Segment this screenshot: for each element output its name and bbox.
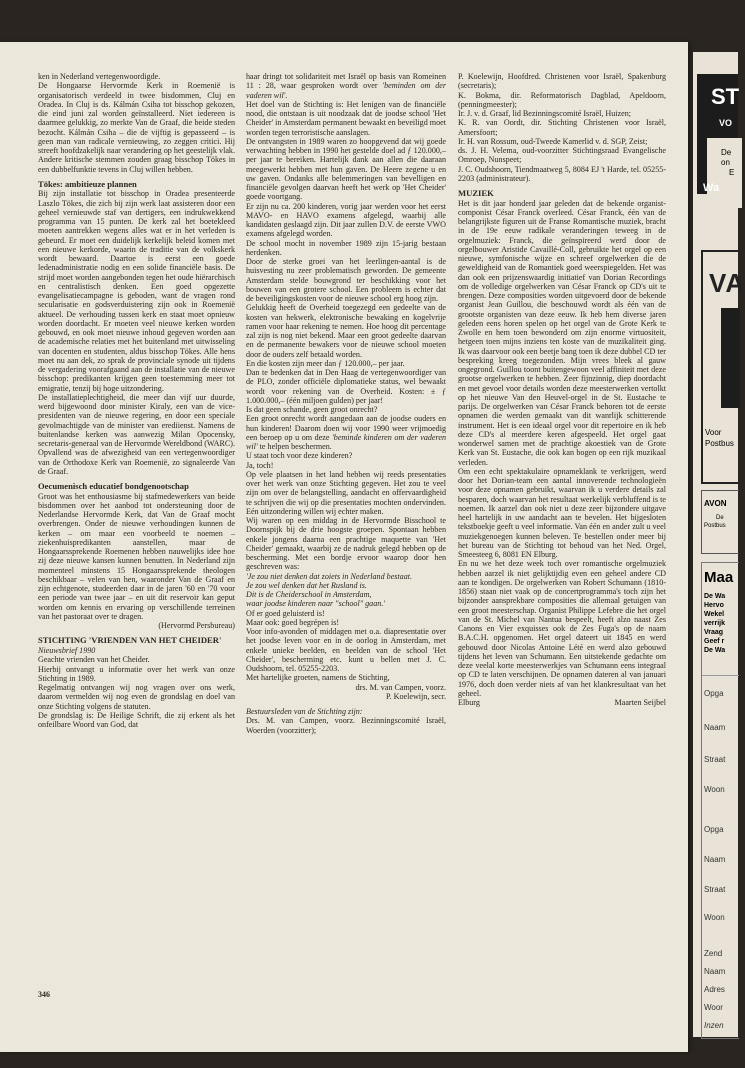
ad-text: Postbus: [704, 523, 726, 529]
column-1: [38, 72, 235, 1042]
text-run: te helpen beschermen.: [257, 442, 332, 451]
column-2: [246, 72, 446, 1042]
paragraph: [246, 72, 446, 100]
article-title-stichting: STICHTING 'VRIENDEN VAN HET CHEIDER': [38, 635, 222, 646]
paragraph: Of er goed geluisterd is!: [246, 608, 325, 618]
sign-quote: [246, 572, 446, 609]
paragraph: Door de sterke groei van het leerlingen-aantal is de huisvesting nu zeer problematisch geworden. De gemeente Amsterdam stelde bouwgrond ter beschikking voor het bouwen van een grotere school. Een probleem is echter dat de beveiligingskosten voor de nieuwe school erg hoog zijn.: [246, 257, 446, 303]
ad-inset: [707, 138, 742, 208]
form-field-label: Straat: [704, 755, 726, 764]
paragraph: Om een echt spektakulaire opnameklank te verkrijgen, werd door het Dorian-team een aantal innoverende technologieën voor deze opnamen gebruikt, waarvan ik u verdere details zal besparen, doch waarvan het resultaat werkelijk verbluffend is te noemen. Ik aarzel dan ook niet u deze zeer bijzondere uitgave heel hartelijk in uw aandacht aan te bevelen. Het bijgesloten tekstboekje geeft u veel informatie. Van één en ander zult u veel muziekgenoegen kunnen beleven. Te bestellen onder meer bij het bureau van de Stichting tot behoud van het Ned. Orgel, Smeesteeg 6, 8081 EN Elburg.: [458, 466, 666, 560]
ad-order-form: [701, 562, 739, 1039]
paragraph: De ontvangsten in 1989 waren zo hoopgevend dat wij goede verwachting hebben in 1990 het gestelde doel ad ƒ 120.000,– per jaar te bereiken. Hartelijk dank aan allen die daaraan meegewerkt hebben met hun gaven. De Heere zegene u en uw gaven. Ondanks alle belemmeringen van bevelligen en financiële gevolgen daarvan heeft het werk op 'Het Cheider' goede voortgang.: [246, 136, 446, 202]
board-member: P. Koelewijn, Hoofdred. Christenen voor Israël, Spakenburg (secretaris);: [458, 72, 666, 91]
paragraph: Het is dit jaar honderd jaar geleden dat de bekende organist-componist César Franck overleed. César Franck, één van de belangrijkste figuren uit de Franse Romantische muziek, bracht in de 19e eeuw radikale veranderingen teweeg in de orgelmuziek: Franck, die geïnspireerd werd door de orgelbouwer Aristide Cavaillé-Coll, gebruikte het orgel op een nieuwe, symfonische wijze en schreef orgelwerken die de geweldigheid van de Romantiek goed weerspiegelden. Het was dan ook een prijzenswaardig initiatief van Dorian Recordings om de volledige orgelwerken van César Franck op CD's uit te brengen. Deze composities worden uitgevoerd door de bekende organist Jean Guillou, die beschouwd wordt als één van de grootste organisten van deze eeuw. Ik heb hem diverse jaren geleden eens horen spelen op het orgel van de Grote Kerk te Zwolle en hem toen bewonderd om zijn enorme virtuositeit, hetgeen toen mijns inziens ten koste van de muzikaliteit ging. Ik was daarvoor ook een beetje bang toen ik deze dubbel CD ter bespreking kreeg toegezonden. Mijn vrees bleek al gauw ongegrond. Guillou toont buitengewoon veel affiniteit met deze grootse orgelwerken te hebben. Zeer fijnzinnig, diep doordacht en met gevoel voor details worden deze meesterwerken vertolkt op het nieuwe Van den Heuvel-orgel in de St. Eustache te parijs. De orgelwerken van César Franck behoren tot de eerste opnamen die werden gemaakt van dit wanrlijk schitterende instrument. Het is een ideaal orgel voor dit repertoire en ik heb deze CD's al meerdere keren afgespeeld. Het orgel gaat wonderwel samen met de prachtige akoestiek van de Grote Kerk van St. Eustache, die ook kan bogen op een rijk muzikaal verleden.: [458, 198, 666, 467]
form-field-label: Opga: [704, 689, 724, 698]
ad-box-va: [701, 250, 745, 484]
text-run: haar dringt tot solidariteit met Israël op basis van Romeinen 11 : 28, waar gesproken wordt over: [246, 72, 446, 91]
paragraph: Groot was het enthousiasme bij stafmedewerkers van beide bisdommen over het aanbod tot ondersteuning door de Nederlandse Hervormde Kerk, dat Van de Graaf mocht overbrengen. Onder de nieuwe verhoudingen kunnen de kerken – om maar een voorbeeld te noemen – ziekenhuispredikanten aanstellen, maar de Hongaarssprekende Roemenen hebben nauwelijks idee hoe zij deze nieuwe kansen kunnen benutten. In Nederland zijn momenteel minstens 15 Hongaarssprekende theologen beschikbaar – velen van hen, waaronder Van de Graaf en zijn echtgenote, studeerden daar in de jaren '60 en '70 voor een periode van twee jaar – en uit dit reservoir kan geput worden om kennis en ervaring op verschillende terreinen van het pastoraat over te dragen.: [38, 491, 235, 621]
quote-line: waar joodse kinderen naar "school" gaan.': [246, 599, 386, 609]
paragraph: De Hongaarse Hervormde Kerk in Roemenië is organisatorisch verdeeld in twee bisdommen, Cluj en Oradea. In Cluj is ds. Kálmán Csiha tot bisschop gekozen, die eind juni zal worden geïnstalleerd. Niet iedereen is daarmee gelukkig, zo merkte Van de Graaf, die beide steden bezocht. Kálmán Csiha – die de vijftig is gepasseerd – is geen man van radicale vernieuwing, zo zeggen critici. Hij streeft hoofdzakelijk naar verandering op het geestelijk vlak. Andere kritische stemmen zouden graag bisschop Tökes in een dubbelfunktie tevens in Cluj willen hebben.: [38, 81, 235, 174]
quote-italic: 'beminde kinderen om der vaderen wil': [246, 432, 447, 451]
ad-text: Geef r: [704, 638, 725, 645]
board-member: Ir. H. van Rossum, oud-Tweede Kamerlid v. d. SGP, Zeist;: [458, 136, 648, 146]
paragraph: Ja, toch!: [246, 460, 274, 470]
form-field-label: Naam: [704, 855, 726, 864]
form-field-label: Woon: [704, 913, 725, 922]
author-signature: [458, 698, 666, 707]
signature-place: Elburg: [458, 698, 480, 708]
section-heading-muziek: MUZIEK: [458, 188, 494, 198]
ad-text: Wekel: [704, 611, 725, 618]
ad-text: on: [721, 158, 730, 167]
quote-line: Je zou wel denken dat het Rusland is.: [246, 580, 367, 590]
paragraph: Bij zijn installatie tot bisschop in Oradea presenteerde Laszlo Tökes, die zich bij zijn werk laat assisteren door een geheel vernieuwde staf van dertigers, een indrukwekkend programma van 15 punten. De kerk zal het boetekleed moeten aantrekken wegens alles wat er in het verleden is gebeurd. Er moet een duidelijk kerkelijk beleid komen met een nieuwe kerkorde, waarin de traditie van de volkskerk wordt bewaard. Daartoe is eerst een goede ledenadministratie nodig en een solide financiële basis. De strijd moet worden aangebonden tegen het oude hiërarchisch en centralistisch denken. Een goed opgezette evangelisatiecampagne is geboden, want de vragen rond secularisatie en godsverduistering zijn ook in Roemenië aktueel. De verhouding tussen kerk en staat moet opnieuw worden doordacht. Er moeten veel nieuwe kerken worden gebouwd, en ook moet nieuwe inhoud gegeven worden aan de academische relaties met het buitenland met uitwisseling van docenten en studenten, aldus bisschop Tökes. Alle hens moet nu aan dek, zo sprak de provinciale synode uit tijdens de vergadering voorafgaand aan de installatie van de nieuwe bisschop: predikanten krijgen geen toestemming meer tot emigratie, tenzij bij hoge uitzondering.: [38, 189, 235, 393]
board-member: Ir. J. v. d. Graaf, lid Bezinningscomité Israël, Huizen;: [458, 109, 631, 118]
paragraph: En die kosten zijn meer dan ƒ 120.000,– per jaar.: [246, 358, 405, 368]
press-credit: (Hervormd Persbureau): [158, 621, 235, 631]
paragraph: Wij waren op een middag in de Hervormde Bisschool te Doornspijk bij de drie hoogste groepen. Spontaan hebben enkele jongens daarna een prachtige maquette van 'Het Cheider' gemaakt, waarbij ze de nadruk gelegd hebben op de bescherming. Met een bordje ervoor waarop door hen geschreven was:: [246, 516, 446, 572]
ad-text: Postbus: [705, 439, 734, 448]
paragraph: De grondslag is: De Heilige Schrift, die zij erkent als het onfeilbare Woord van God, dat: [38, 710, 235, 730]
paragraph: Voor info-avonden of middagen met o.a. diapresentatie over het joodse leven voor en in de oorlog in Amsterdam, met enkele unieke beelden, en beelden van de school 'Het Cheider', bescherming etc. kunt u bellen met J. C. Oudshoorn, tel. 05255-2203.: [246, 627, 446, 673]
board-heading: Bestuursleden van de Stichting zijn:: [246, 707, 363, 716]
ad-headline: AVON: [704, 499, 727, 508]
ad-text: E: [729, 168, 735, 177]
ad-headline: Maa: [704, 569, 734, 586]
form-field-label: Opga: [704, 825, 724, 834]
ad-text: De Wa: [704, 593, 726, 600]
board-member: K. Bokma, dir. Reformatorisch Dagblad, Apeldoorn, (penningmeester);: [458, 90, 666, 109]
board-member: ds. J. H. Velema, oud-voorzitter Stichtingsraad Evangelische Omroep, Nunspeet;: [458, 146, 666, 165]
paragraph: Regelmatig ontvangen wij nog vragen over ons werk, daarom vermelden wij nog even de grondslag en doel van onze Stichting volgens de statuten.: [38, 683, 235, 711]
paragraph: Geachte vrienden van het Cheider.: [38, 655, 150, 665]
form-field-label: Woon: [704, 785, 725, 794]
board-member: Drs. M. van Campen, voorz. Bezinningscomité Israël, Woerden (voorzitter);: [246, 716, 446, 735]
signature-chair: drs. M. van Campen, voorz.: [355, 682, 446, 692]
ad-text: De Wa: [704, 647, 726, 654]
ad-headline: VA: [709, 268, 745, 298]
quote-line: Dit is de Cheiderschool in Amsterdam,: [246, 590, 372, 599]
paragraph: U staat toch voor deze kinderen?: [246, 451, 353, 461]
paragraph: De installatieplechtigheid, die meer dan vijf uur duurde, werd bijgewoond door minister Kiraly, een van de vice-presidenten van de nieuwe regering, en door een speciale gevolmachtigde van de minister van erediienst. Namens de buitenlandse kerken was aanwezig Milan Opocensky, secretaris-generaal van de Hervormde Wereldbond (WARC). Opvallend was de afwezigheid van een vertegenwoordiger van de Orthodoxe Kerk van Roemenië, zo signaleerde Van de Graaf.: [38, 392, 235, 476]
section-heading-tokes: Tökes: ambitieuze plannen: [38, 178, 137, 189]
ad-photo: [721, 308, 740, 408]
page-number: 346: [38, 990, 50, 999]
divider: [702, 675, 739, 676]
paragraph: [246, 414, 446, 451]
ad-text: Vraag: [704, 629, 724, 636]
ad-text: Wa: [703, 182, 720, 194]
adjacent-page-ads: [693, 52, 745, 1037]
signature-author: Maarten Seijbel: [614, 698, 666, 708]
board-member: K. R. van Oordt, dir. Stichting Christenen voor Israël, Amersfoort;: [458, 118, 666, 137]
paragraph: Er zijn nu ca. 200 kinderen, vorig jaar werden voor het eerst MAVO- en HAVO examens afgelegd, waarbij alle kandidaten geslaagd zijn. Dit jaar zullen D.V. de eerste VWO examens afgelegd worden.: [246, 201, 446, 239]
ad-text: Voor: [705, 428, 722, 437]
form-field-label: Naam: [704, 967, 726, 976]
form-field-label: Naam: [704, 723, 726, 732]
article-subtitle: Nieuwsbrief 1990: [38, 646, 96, 656]
ad-text: VO: [719, 118, 733, 128]
form-field-label: Woor: [704, 1003, 723, 1012]
quote-italic: 'beminden om der vaderen wil'.: [246, 81, 446, 100]
paragraph: Hierbij ontvangt u informatie over het werk van onze Stichting in 1989.: [38, 664, 235, 683]
paragraph: De school mocht in november 1989 zijn 15-jarig bestaan herdenken.: [246, 238, 446, 257]
ad-text: De: [721, 148, 732, 157]
form-field-label: Adres: [704, 985, 725, 994]
signature-secretary: P. Koelewijn, secr.: [385, 691, 446, 701]
ad-banner-black: [697, 74, 738, 194]
ad-box-avon: [701, 490, 739, 554]
ad-text: De: [716, 515, 724, 521]
paragraph: Op vele plaatsen in het land hebben wij reeds presentaties over het werk van onze Stichting gegeven. Het zou te veel zijn om over de belangstelling, aandacht en offervaardigheid te schrijven die wij op die presentaties mochten ondervinden. Eén uitzondering willen wij echter maken.: [246, 469, 446, 516]
paragraph: Het doel van de Stichting is: Het lenigen van de financiële nood, die ontstaan is uit noodzaak dat de joodse school 'Het Cheider' in Amsterdam permanent bewaakt en beveiligd moet worden tegen terroristische aanslagen.: [246, 99, 446, 137]
board-member: J. C. Oudshoorn, Tiendmaatweg 5, 8084 EJ 't Harde, tel. 05255-2203 (administrateur).: [458, 164, 666, 183]
quote-line: 'Je zou niet denken dat zoiets in Nederland bestaat.: [246, 571, 413, 581]
section-heading-oecumenisch: Oecumenisch educatief bondgenootschap: [38, 481, 189, 492]
magazine-page: [0, 42, 688, 1052]
paragraph: Is dat geen schande, geen groot onrecht?: [246, 405, 378, 414]
paragraph: Dan te bedenken dat in Den Haag de vertegenwoordiger van de PLO, zonder officiële diplomatieke status, wel bewaakt wordt voor rekening van de Overheid. Kosten: ± ƒ 1.000.000,– (één miljoen gulden) per jaar!: [246, 368, 446, 405]
paragraph: Met hartelijke groeten, namens de Stichting,: [246, 673, 390, 683]
paragraph: ken in Nederland vertegenwoordigde.: [38, 72, 161, 81]
text-run: Een groot onrecht wordt aangedaan aan de joodse ouders en hun kinderen! Daarom doen wij voor 1990 weer vrijmoedig een beroep op u om deze: [246, 414, 446, 442]
paragraph: Maar ook: goed begrépen is!: [246, 617, 340, 627]
paragraph: Gelukkig heeft de Overheid toegezegd een gedeelte van de kosten van hekwerk, elektronische bewaking en kogelvrije ramen voor haar rekening te nemen. Hoe hoog dit percentage zal zijn is nog niet bekend. Maar een groot gedeelte daarvan en de permanente bewakers voor de nieuwe school moeten door de ouders zelf betaald worden.: [246, 303, 446, 359]
column-3: [458, 72, 666, 1042]
form-field-label: Straat: [704, 885, 726, 894]
ad-text: verrijk: [704, 620, 726, 627]
form-field-label: Inzen: [704, 1021, 724, 1030]
paragraph: En nu we het deze week toch over romantische orgelmuziek hebben aarzel ik niet gelijktijdig even een geheel andere CD aan te kondigen. De orgelwerken van Robert Schumann (1810-1856) staan niet vaak op de concertprogramma's toch zijn het bijzonder aansprekbare composities die allemaal getuigen van een groot meesterschap. Organist Philippe Lefebre die het orgel van de St. Michel van Nantua bespeelt, heeft alzo naast Zes Canons en Vier exquisses ook de Zes Fuga's op de naam B.A.C.H. opgenomen. Het orgel dateert uit 1845 en werd gebouwd door Nicolas Antoine Lété en werd alzo gebouwd tijdens het leven van Schumann. Een uitstekende gedachte om deze veelal korte meesterwerkjes van Schumann eens integraal op CD te laten verschijnen. De opnamen dateren al van januari 1976, doch doen verder niets af van het klankresultaat van het geheel.: [458, 559, 666, 698]
ad-text: ST: [711, 84, 740, 109]
form-field-label: Zend: [704, 949, 723, 958]
ad-text: Hervo: [704, 602, 724, 609]
